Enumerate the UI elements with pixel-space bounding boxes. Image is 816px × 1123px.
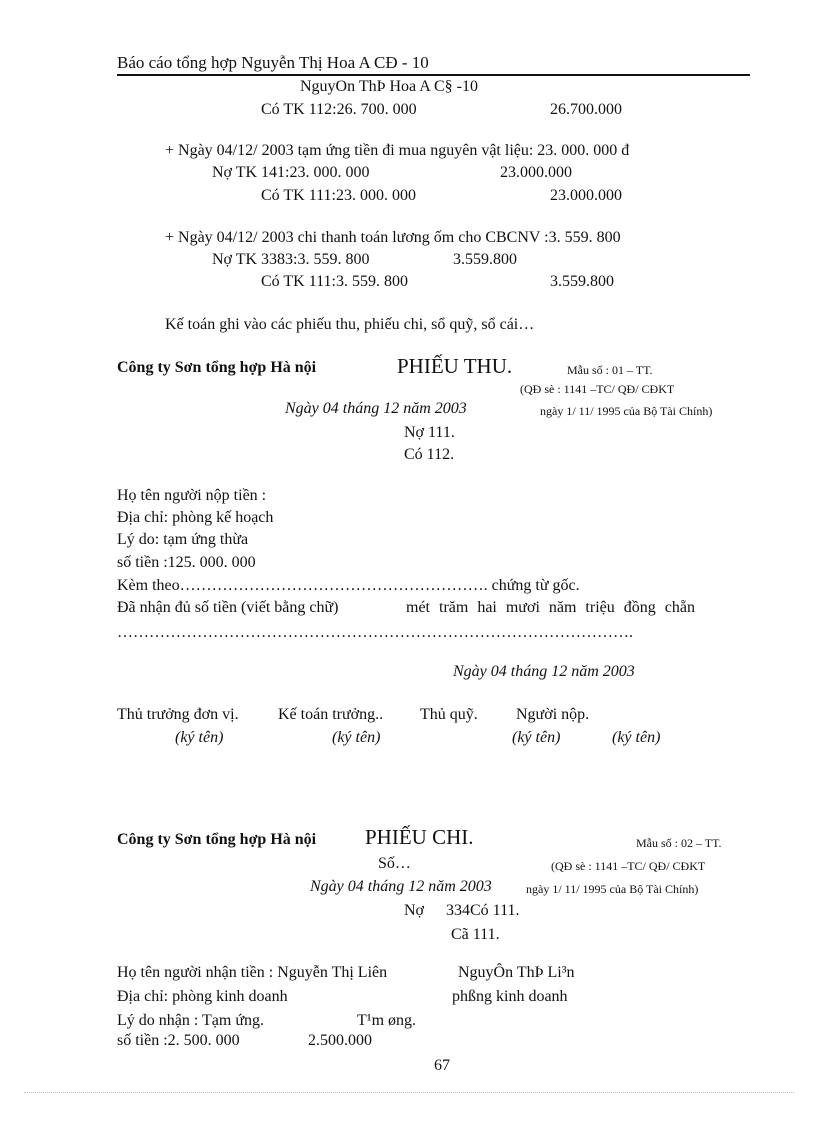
entry0-credit-amount: 26.700.000 (550, 101, 622, 118)
entry1-debit-amount: 23.000.000 (500, 164, 572, 181)
receipt-date: Ngày 04 tháng 12 năm 2003 (285, 400, 467, 417)
entry1-credit-amount: 23.000.000 (550, 187, 622, 204)
payment-reason-garbled: T¹m øng. (357, 1012, 417, 1029)
payment-amount-number: 2.500.000 (308, 1032, 372, 1049)
sig-accountant-sign: (ký tên) (332, 729, 381, 746)
receipt-amount-words-label: Đã nhận đủ số tiền (viết bằng chữ) (117, 599, 339, 616)
receipt-amount-words: mét trăm hai mươi năm triệu đồng chẵn (406, 599, 695, 616)
entry2-credit-amount: 3.559.800 (550, 273, 614, 290)
payment-form-number: Mẫu số : 02 – TT. (636, 836, 722, 850)
payment-title: PHIẾU CHI. (365, 825, 474, 849)
entry1-credit: Có TK 111:23. 000. 000 (261, 187, 416, 204)
sig-payer: Người nộp. (516, 706, 590, 723)
entry0-credit: Có TK 112:26. 700. 000 (261, 101, 417, 118)
receipt-debit-account: Nợ 111. (404, 424, 455, 441)
receipt-amount: số tiền :125. 000. 000 (117, 554, 256, 571)
sig-head-sign: (ký tên) (175, 729, 224, 746)
payment-decision: (QĐ sè : 1141 –TC/ QĐ/ CĐKT (551, 859, 706, 873)
footer-divider (24, 1092, 794, 1093)
payment-receiver: Họ tên người nhận tiền : Nguyễn Thị Liên (117, 964, 388, 981)
payment-company: Công ty Sơn tổng hợp Hà nội (117, 831, 317, 848)
payment-date: Ngày 04 tháng 12 năm 2003 (310, 878, 492, 895)
receipt-credit-account: Có 112. (404, 446, 455, 463)
payment-debit-label: Nợ (404, 902, 425, 919)
payment-number: Số… (378, 855, 411, 872)
receipt-address: Địa chỉ: phòng kế hoạch (117, 509, 274, 526)
payment-credit-account: Cã 111. (451, 926, 500, 943)
receipt-form-number: Mẫu số : 01 – TT. (567, 363, 653, 377)
page-number: 67 (434, 1057, 450, 1074)
receipt-payer-name: Họ tên người nộp tiền : (117, 487, 267, 504)
header-rule (117, 74, 750, 76)
entry2-debit: Nợ TK 3383:3. 559. 800 (212, 251, 370, 268)
payment-amount: số tiền :2. 500. 000 (117, 1032, 240, 1049)
receipt-company: Công ty Sơn tổng hợp Hà nội (117, 359, 317, 376)
payment-reason: Lý do nhận : Tạm ứng. (117, 1012, 265, 1029)
receipt-attachment (117, 577, 580, 595)
entry1-debit: Nợ TK 141:23. 000. 000 (212, 164, 370, 181)
header-garbled-text: NguyOn ThÞ Hoa A C§ -10 (300, 78, 478, 95)
sig-payer-sign: (ký tên) (612, 729, 661, 746)
receipt-reason: Lý do: tạm ứng thừa (117, 531, 249, 548)
receipt-sign-date: Ngày 04 tháng 12 năm 2003 (453, 663, 635, 680)
payment-address-garbled: phßng kinh doanh (452, 988, 568, 1005)
sig-cashier-sign: (ký tên) (512, 729, 561, 746)
sig-chief-accountant: Kế toán trưởng.. (278, 706, 384, 723)
entry2-credit: Có TK 111:3. 559. 800 (261, 273, 408, 290)
entry2-debit-amount: 3.559.800 (453, 251, 517, 268)
payment-debit-credit: 334Có 111. (446, 902, 520, 919)
payment-address: Địa chỉ: phòng kinh doanh (117, 988, 288, 1005)
receipt-attachment-label: Kèm theo (117, 577, 180, 594)
sig-head-of-unit: Thủ trưởng đơn vị. (117, 706, 239, 723)
payment-decision-date: ngày 1/ 11/ 1995 của Bộ Tài Chính) (526, 882, 699, 896)
receipt-dots-line: ……………………………………………………………………………………. (117, 624, 633, 641)
receipt-title: PHIẾU THU. (397, 354, 513, 378)
payment-receiver-garbled: NguyÔn ThÞ Li³n (458, 964, 575, 981)
accounting-note: Kế toán ghi vào các phiếu thu, phiếu chi, sổ quỹ, sổ cái… (165, 316, 535, 333)
entry1-description: + Ngày 04/12/ 2003 tạm ứng tiền đi mua nguyên vật liệu: 23. 000. 000 đ (165, 142, 630, 159)
sig-cashier: Thủ quỹ. (420, 706, 478, 723)
receipt-attachment-dots: …………………………………………………. (179, 577, 488, 594)
entry2-description: + Ngày 04/12/ 2003 chi thanh toán lương ốm cho CBCNV :3. 559. 800 (165, 229, 621, 246)
receipt-attachment-suffix: chứng từ gốc. (491, 577, 580, 594)
header-title: Báo cáo tổng hợp Nguyễn Thị Hoa A CĐ - 10 (117, 53, 429, 72)
receipt-decision: (QĐ sè : 1141 –TC/ QĐ/ CĐKT (520, 382, 675, 396)
receipt-decision-date: ngày 1/ 11/ 1995 của Bộ Tài Chính) (540, 404, 713, 418)
